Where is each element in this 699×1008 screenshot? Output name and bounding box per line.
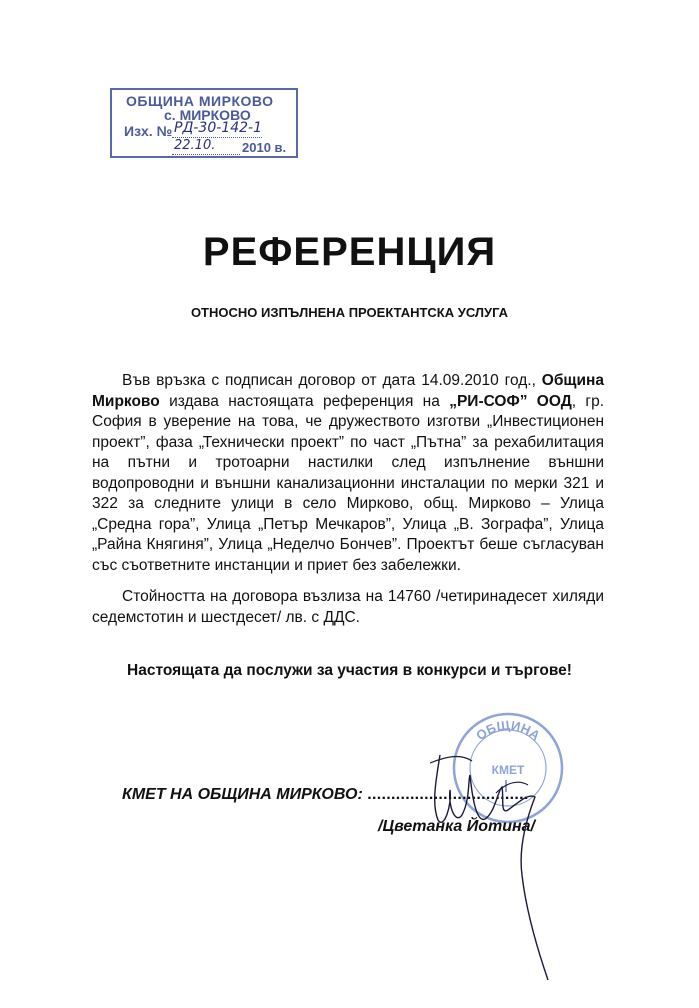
p2-text: Стойността на договора възлиза на 14760 /четиринадесет хиляди седемстотин и шестдесет/ лв. с ДДС. <box>92 588 604 626</box>
stamp-date: 22.10. <box>174 138 216 153</box>
p1-text-e: , гр. София в уверение на това, че дружеството изготви „Инвестиционен проект”, фаза „Технически проект” по част „Пътна” за рехабилитация на пътни и тротоарни настилки след изпълнение външни водопроводни и външни канализационни инсталации по мерки 321 и 322 за следните улици в село Мирково, общ. Мирково – Улица „Средна гора”, Улица „Петър Мечкаров”, Улица „В. Зографа”, Улица „Райна Княгиня”, Улица „Неделчо Бончев”. Проектът беше съгласуван със съответните инстанции и приет без забележки. <box>92 392 604 574</box>
stamp-municipality: ОБЩИНА МИРКОВО <box>126 93 274 109</box>
p1-text-a: Във връзка с подписан договор от дата 14.09.2010 год., <box>122 372 542 389</box>
stamp-village: с. МИРКОВО <box>164 107 251 123</box>
closing-statement: Настоящата да послужи за участия в конкурси и търгове! <box>127 662 572 679</box>
document-subtitle: ОТНОСНО ИЗПЪЛНЕНА ПРОЕКТАНТСКА УСЛУГА <box>190 305 509 320</box>
outgoing-registration-stamp <box>110 88 298 158</box>
stamp-outgoing-label: Изх. № <box>124 123 173 139</box>
reference-paragraph-1 <box>92 371 604 576</box>
stamp-year: 2010 в. <box>242 140 287 155</box>
stamp-date-line <box>172 154 240 155</box>
p1-company: „РИ-СОФ” ООД <box>449 392 572 410</box>
document-title: РЕФЕРЕНЦИЯ <box>202 230 497 274</box>
mayor-label: КМЕТ НА ОБЩИНА МИРКОВО: <box>122 786 363 803</box>
seal-center-text: КМЕТ <box>491 763 525 777</box>
mayor-name: /Цветанка Йотина/ <box>378 818 535 835</box>
seal-top-text: ОБЩИНА <box>473 717 543 744</box>
stamp-reg-number: РД-30-142-1 <box>174 120 262 136</box>
p1-municipality: Община Мирково <box>92 372 604 410</box>
reference-paragraph-2 <box>92 587 604 628</box>
p1-text-c: издава настоящата референция на <box>159 392 450 410</box>
handwritten-signature <box>410 735 600 985</box>
signature-dots: .................................. <box>367 786 529 803</box>
